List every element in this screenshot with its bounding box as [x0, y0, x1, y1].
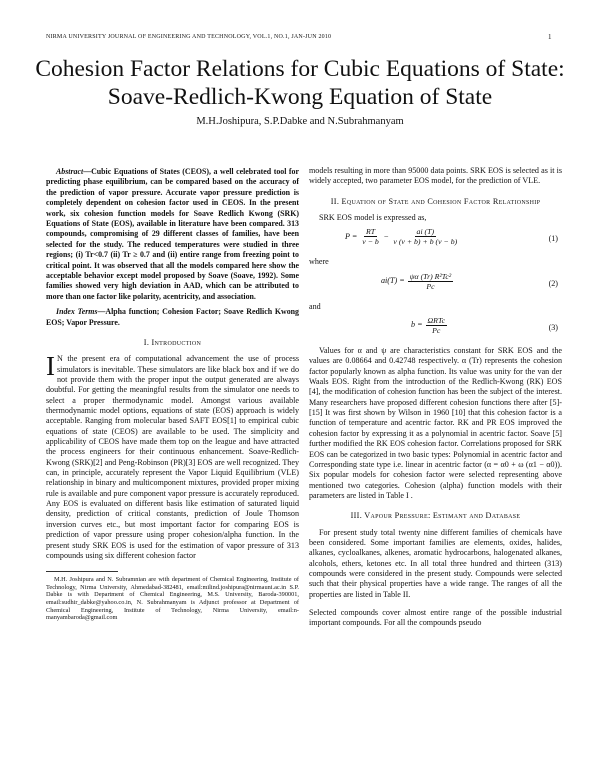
eq3-fraction: $\frac{\text{ΩRTc}}{Pc}$ — [427, 316, 446, 336]
eq2-lhs: ai(T) = — [381, 276, 405, 286]
section-heading-eos: II. Equation of State and Cohesion Factor Relationship — [330, 196, 541, 206]
running-head: NIRMA UNIVERSITY JOURNAL OF ENGINEERING AND TECHNOLOGY, VOL.1, NO.1, JAN-JUN 2010 — [46, 34, 332, 40]
equation-number-2: (2) — [548, 278, 558, 288]
eos-intro: SRK EOS model is expressed as, — [319, 213, 427, 223]
abstract — [46, 167, 299, 302]
eq3-lhs: b = — [411, 320, 423, 330]
introduction-continued: models resulting in more than 95000 data points. SRK EOS is selected as it is widely accepted, two parameter EOS model, for the prediction of VLE. — [309, 166, 562, 186]
right-column — [309, 166, 562, 629]
introduction-text: N the present era of computational advancement the use of process simulators is inevitable. These simulators are like black box and if we do not provide them with the proper input the output generated are always doubtful. For getting the meaningful results from the simulator one needs to select a proper thermodynamic model. Amongst various available thermodynamic model options, equations of state (EOS) approach is widely acceptable. Ranging from molecular based SAFT EOS[1] to empirical cubic equations of state (CEOS) are available to be used. The simplicity and applicability of CEOS have made them top on the league and have attracted the process engineers for their continuous enhancement. Soave-Redlich-Kwong (SRK)[2] and Peng-Robinson (PR)[3] EOS are well recognized. They can, in principle, accurately represent the Vapor Liquid Equilibrium (VLE) relationship in binary and multicomponent mixtures, provided proper mixing rule is available and pure component vapor pressure is accurately reproduced. Any EOS is evaluated on different basis like estimation of saturated liquid density, prediction of critical constants, prediction of Joule Thomson inversion curves etc., but most important factor for comparing EOS is prediction of vapor pressure using proper cohesion/alpha function. In the present study SRK EOS is used for the estimation of vapor pressure of 313 compounds using six different cohesion factor — [46, 354, 299, 560]
paper-title: Cohesion Factor Relations for Cubic Equations of State: Soave-Redlich-Kwong Equation of State — [35, 56, 565, 110]
index-terms — [46, 307, 299, 328]
abstract-lead: Abstract — [56, 167, 84, 176]
vapour-pressure-paragraph-2: Selected compounds cover almost entire range of the possible industrial important compounds. For all the compounds pseudo — [309, 607, 562, 628]
author-footnote: M.H. Joshipura and N. Subramnian are with department of Chemical Engineering, Institute of Technology, Nirma University, Ahmedabad-382481, email:milind.joshipura@nirmauni.ac.in S.P. Dabke is with Department of Chemical Engineering, M.S. University, Baroda-390001, email:sudhir_dabke@yahoo.co.in, N. Subrahmanyam is Adjunct professor at Department of Chemical Engineering, Institute of Technology, Nirma University, email:n-manyambaroda@gmail.com — [46, 576, 299, 622]
page-number: 1 — [548, 33, 552, 41]
introduction-paragraph — [46, 351, 299, 561]
eos-paragraph: Values for α and ψ are characteristics constant for SRK EOS and the values are 0.08664 and 0.42748 respectively. α (Tr) represents the cohesion factor popularly known as alpha function. Its value was unity for the van der Waals EOS. Right from the introduction of the Redlich-Kwong (RK) EOS [4], the modification of cohesion function has been the subject of the interest. Many researchers have proposed different cohesion functions there after [5]-[15] It was first shown by Wilson in 1960 [10] that this cohesion factor is a function of temperature and acentric factor. RK and PR EOS improved the cohesion factor by expressing it as a polynomial in acentric factor. Soave [5] further modified the RK EOS cohesion factor. Correlations proposed for SRK EOS can be categorized in two basic types: Polynomial in acentric factor and Corresponding state type i.e. linear in acentric factor (α = α0 + ω (α1 − α0)). Six popular models for cohesion factor were selected representing above mentioned two categories. Cohesion (alpha) function models with their parameters are listed in Table I . — [309, 346, 562, 500]
section-heading-introduction: I. Introduction — [143, 337, 202, 347]
index-terms-text: —Alpha function; Cohesion Factor; Soave Redlich Kwong EOS; Vapor Pressure. — [46, 307, 299, 327]
equation-2 — [309, 272, 562, 298]
authors: M.H.Joshipura, S.P.Dabke and N.Subrahmanyam — [196, 116, 404, 127]
index-terms-lead: Index Terms — [56, 307, 98, 317]
equation-3 — [309, 316, 562, 342]
abstract-text: —Cubic Equations of States (CEOS), a well celebrated tool for predicting phase equilibrium, can be compared based on the accuracy of the prediction of vapor pressure. Accurate vapor pressure prediction is completely dependent on cohesion factor used in CEOS. In the present work, six cohesion function models for Soave Redlich Kwong (SRK) Equations of State (EOS), available in literature have been compared. 313 compounds, compromising of 29 different classes of families, have been selected for the study. The reduced temperatures were studied in three regions; (i) Tr<0.7 (ii) Tr ≥ 0.7 and (ii) entire range from freezing point to critical point. It was observed that all the models compared here show the acceptable behavior except model proposed by Soave (Soave, 1992). Some families showed very high deviation in AAD, which can be attributed to more than one factor like polarity, acentricity, and association. — [46, 167, 299, 301]
eq1-fraction-1: $\frac{RT}{\nu - b}$ — [362, 227, 379, 247]
section-heading-vapour-pressure: III. Vapour Pressure: Estimant and Database — [350, 511, 521, 521]
eq1-fraction-2: $\frac{ai (T)}{\nu (\nu + b) + b (\nu - b)}$ — [393, 227, 458, 247]
eq1-lhs: P = — [345, 231, 358, 241]
drop-cap: I — [46, 351, 55, 382]
eq1-minus: − — [383, 231, 389, 241]
vapour-pressure-paragraph-1: For present study total twenty nine different families of chemicals have been considered. Some important families are elements, oxides, halides, alkanes, cycloalkanes, alkenes, aromatic hydrocarbons, halogenated alkanes, alcohols, ethers, ketones etc. In all total three hundred and thirteen (313) compounds were considered in the present study. Compounds were selected such that their physical properties have a wide range. The ranges of all the properties are listed in Table II. — [309, 527, 562, 599]
left-column — [46, 167, 299, 622]
footnote-rule — [46, 571, 118, 572]
equation-1 — [309, 227, 562, 253]
eq2-fraction: $\frac{\text{ψα (Tr) R²Tc²}}{Pc}$ — [409, 271, 452, 291]
where-label: where — [309, 257, 329, 267]
equation-number-1: (1) — [548, 234, 558, 244]
equation-number-3: (3) — [548, 323, 558, 333]
and-label: and — [309, 301, 321, 311]
